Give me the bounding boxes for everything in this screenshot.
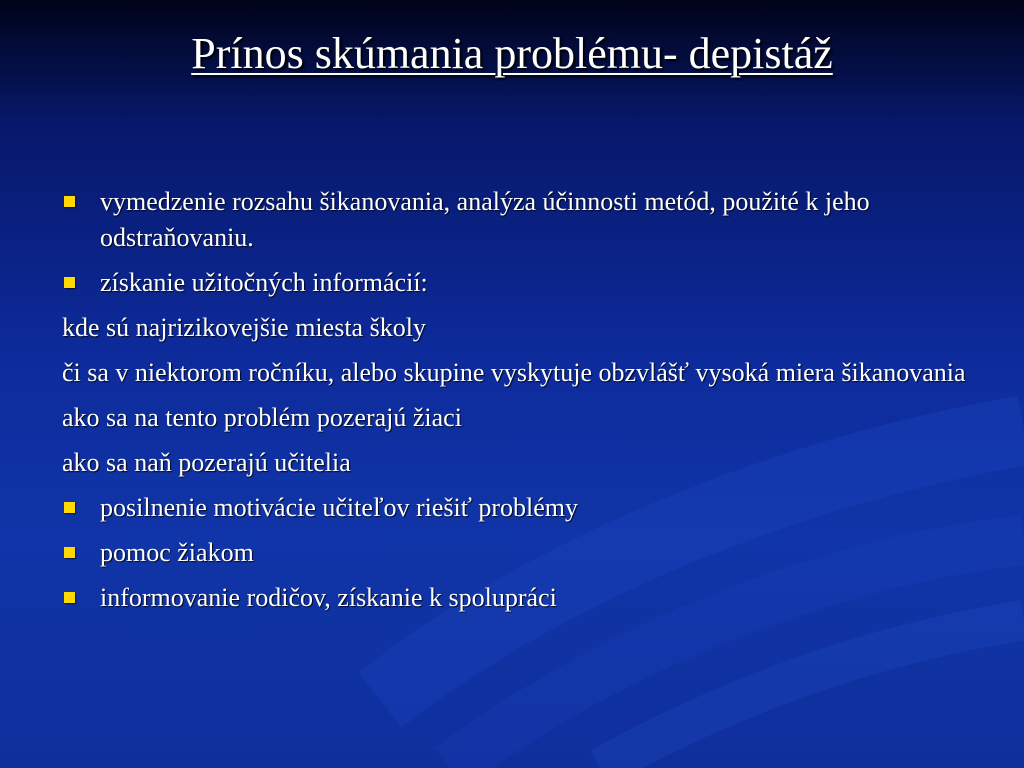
list-item-text: informovanie rodičov, získanie k spolupráci	[100, 583, 557, 612]
list-item-text: či sa v niektorom ročníku, alebo skupine vyskytuje obzvlášť vysoká miera šikanovania	[62, 358, 966, 387]
square-bullet-icon	[64, 592, 75, 603]
list-item	[62, 535, 972, 571]
list-item-text: ako sa naň pozerajú učitelia	[62, 448, 351, 477]
list-item-text: kde sú najrizikovejšie miesta školy	[62, 313, 426, 342]
list-item	[62, 490, 972, 526]
list-item	[62, 580, 972, 616]
slide-content-list	[62, 184, 972, 625]
square-bullet-icon	[64, 277, 75, 288]
square-bullet-icon	[64, 547, 75, 558]
list-item	[62, 355, 972, 391]
list-item	[62, 445, 972, 481]
list-item	[62, 400, 972, 436]
list-item-text: vymedzenie rozsahu šikanovania, analýza účinnosti metód, použité k jeho odstraňovaniu.	[100, 187, 870, 252]
square-bullet-icon	[64, 196, 75, 207]
list-item	[62, 184, 972, 256]
list-item	[62, 265, 972, 301]
list-item-text: získanie užitočných informácií:	[100, 268, 428, 297]
list-item-text: ako sa na tento problém pozerajú žiaci	[62, 403, 462, 432]
list-item-text: posilnenie motivácie učiteľov riešiť problémy	[100, 493, 578, 522]
slide-title: Prínos skúmania problému- depistáž	[191, 29, 833, 78]
square-bullet-icon	[64, 502, 75, 513]
list-item	[62, 310, 972, 346]
list-item-text: pomoc žiakom	[100, 538, 254, 567]
